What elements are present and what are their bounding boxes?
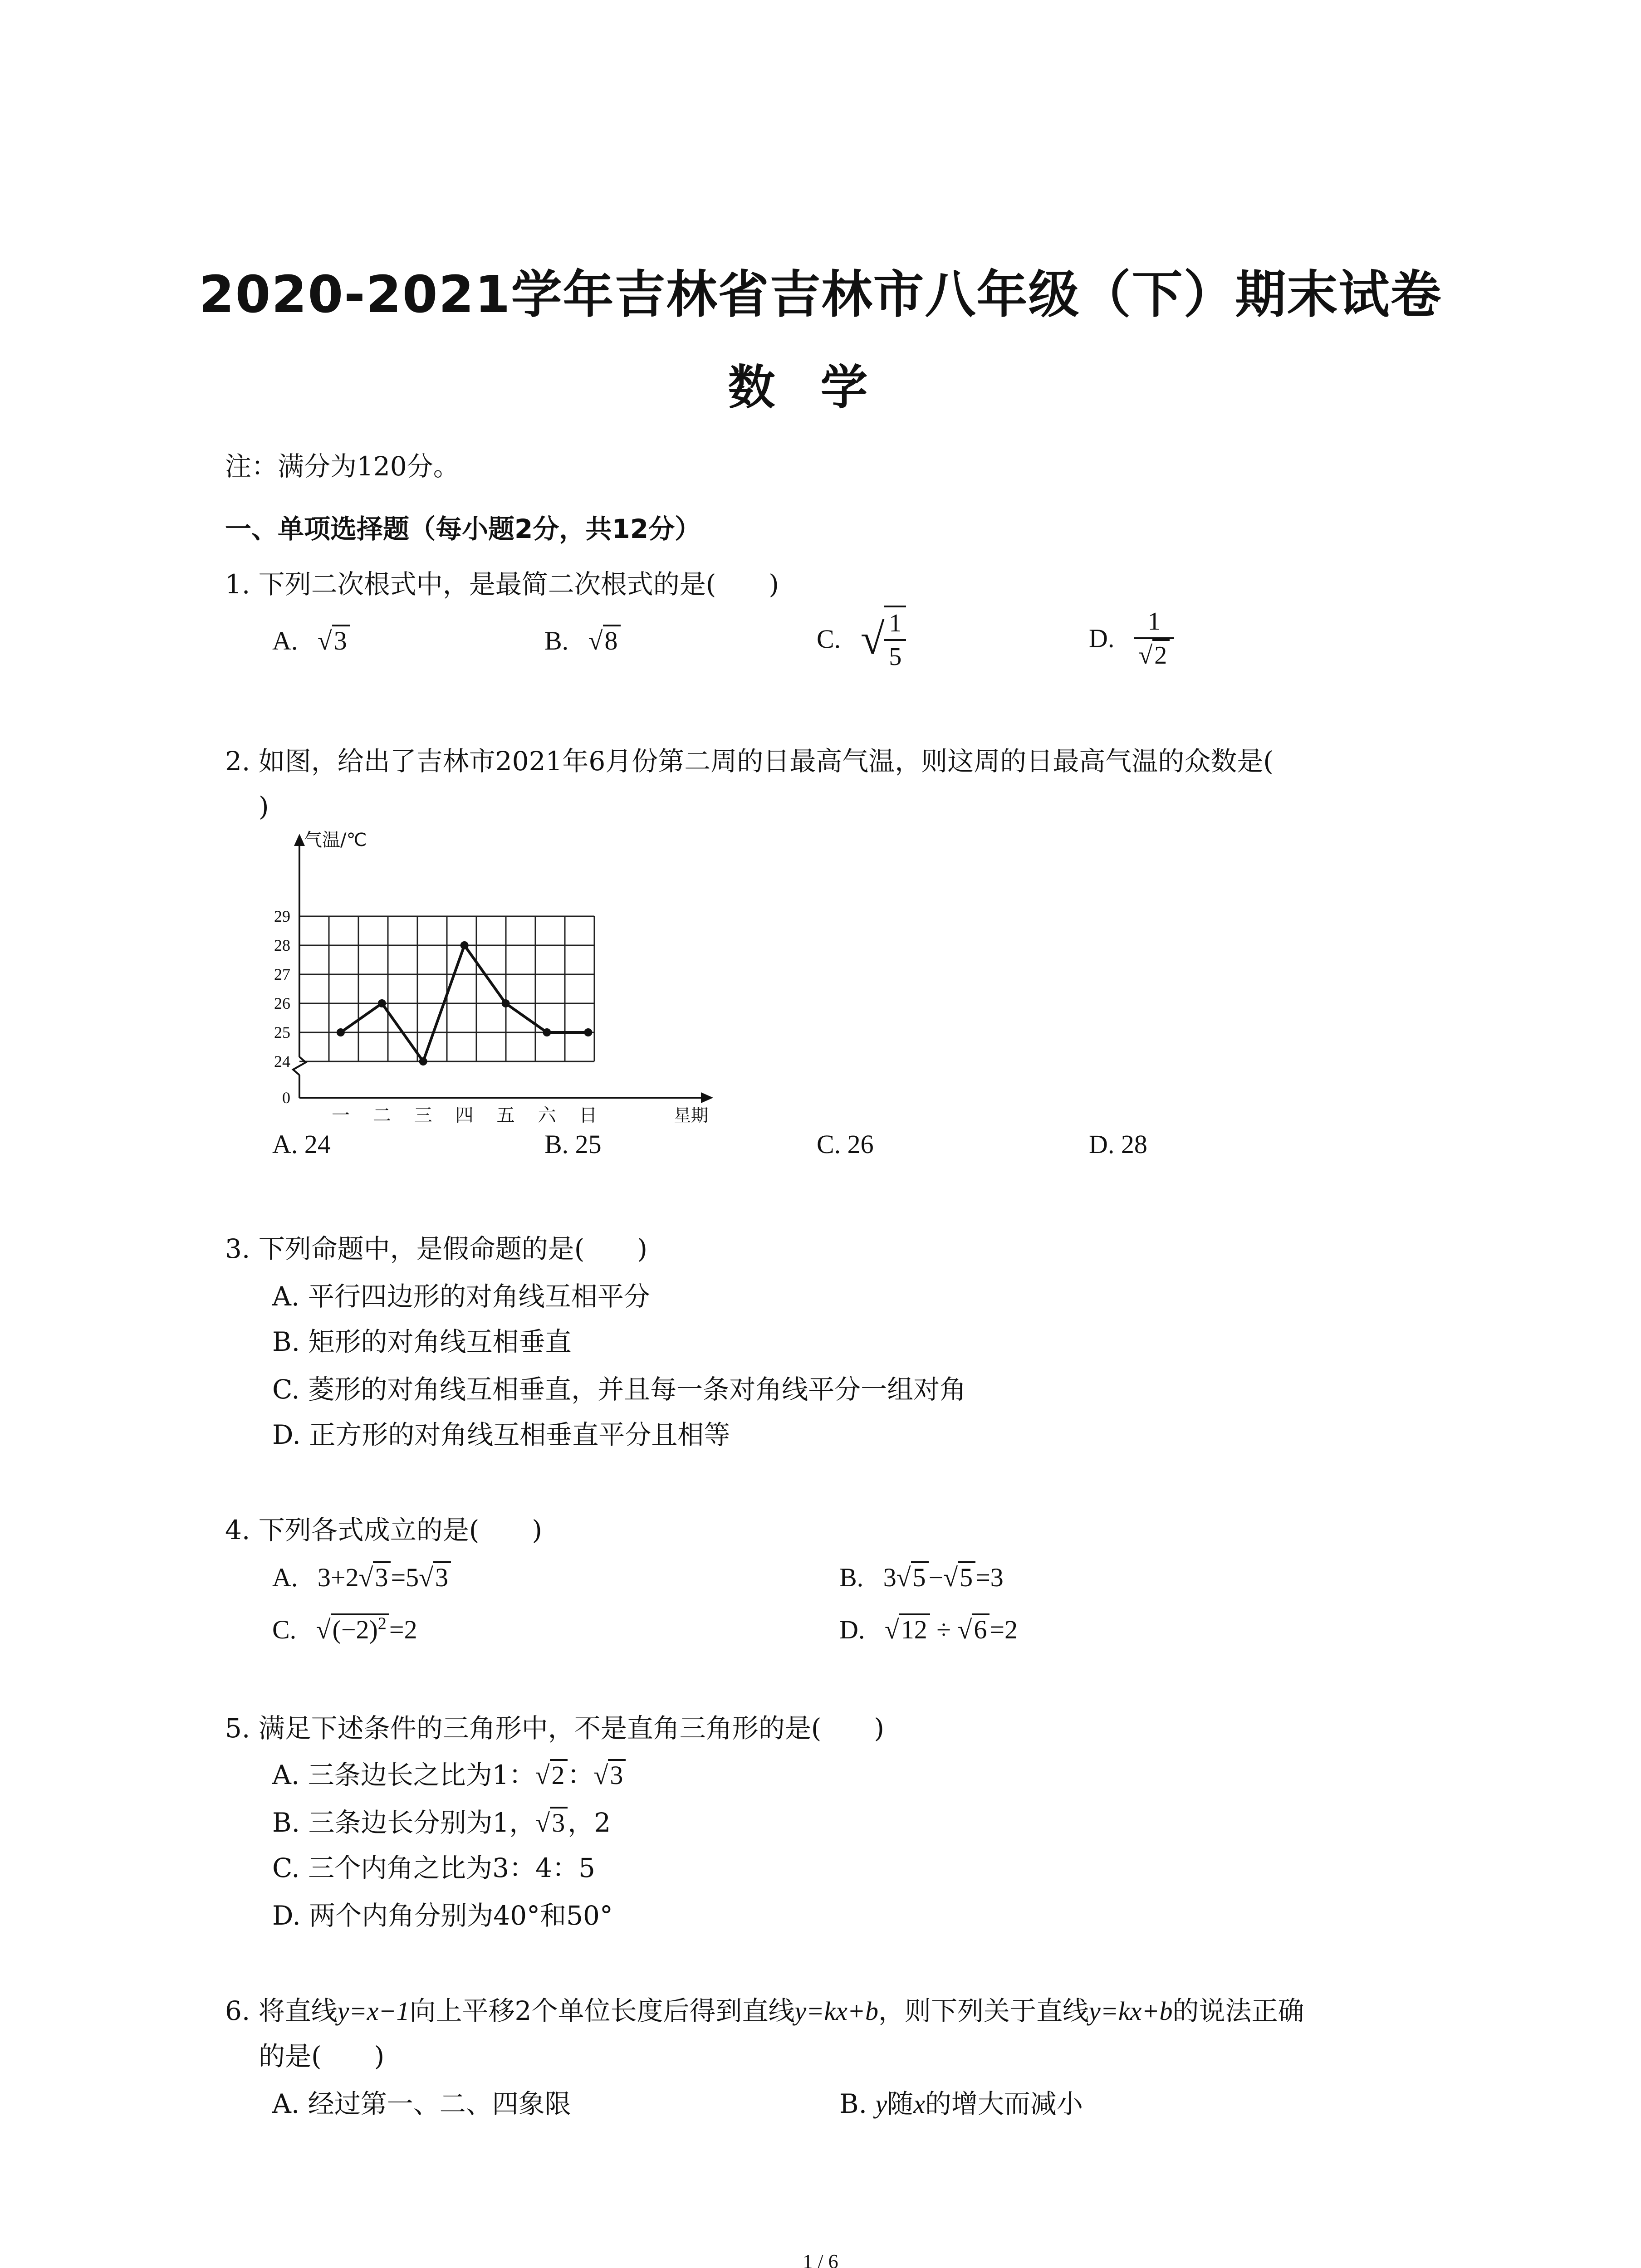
q2-option-c: C. 26	[817, 1129, 874, 1159]
radicand: 8	[603, 625, 621, 655]
y-tick-label: 28	[274, 936, 290, 954]
sqrt: √5	[943, 1560, 975, 1595]
radicand: 3	[608, 1759, 626, 1790]
y-tick-label: 27	[274, 965, 290, 983]
q1-option-d-label: D.	[1089, 623, 1115, 653]
q4-option-a-label: A.	[272, 1563, 298, 1592]
data-point	[502, 999, 510, 1007]
text: 6. 将直线	[225, 1995, 338, 2026]
q6-option-a: A. 经过第一、二、四象限	[272, 2088, 571, 2119]
x-tick-label: 三	[414, 1105, 432, 1126]
chart-grid	[299, 916, 594, 1061]
axis-break-mark	[293, 1057, 306, 1075]
q2-option-b: B. 25	[544, 1129, 602, 1159]
x-tick-label: 五	[496, 1105, 515, 1126]
temperature-line-chart	[254, 826, 753, 1134]
q3-option-a: A. 平行四边形的对角线互相平分	[272, 1281, 650, 1312]
radicand: 3	[550, 1807, 568, 1838]
y-origin-label: 0	[282, 1089, 290, 1107]
denominator: 5	[889, 643, 902, 671]
y-tick-label: 25	[274, 1023, 290, 1041]
y-tick-label: 29	[274, 907, 290, 925]
equation: y=kx+b	[794, 1996, 878, 2026]
term: =2	[389, 1615, 417, 1644]
text: ，2	[568, 1807, 611, 1838]
sqrt: √3	[359, 1560, 391, 1595]
term: =5	[391, 1563, 419, 1592]
term: 3	[883, 1563, 896, 1592]
y-tick-label: 24	[274, 1052, 290, 1070]
x-tick-label: 六	[538, 1105, 556, 1126]
q1-option-a	[272, 624, 350, 658]
q2-stem-line1: 2. 如图，给出了吉林市2021年6月份第二周的日最高气温，则这周的日最高气温的众数是(	[225, 746, 1274, 777]
q3-option-b: B. 矩形的对角线互相垂直	[272, 1326, 572, 1357]
text: B. 三条边长分别为1，	[272, 1807, 536, 1838]
term: =2	[989, 1615, 1018, 1644]
fraction	[884, 606, 906, 673]
sqrt: $√(-2)^2$	[316, 1613, 389, 1647]
sqrt-sign: √	[860, 615, 885, 663]
text: ：	[567, 1760, 594, 1790]
q6-option-b	[839, 2087, 1083, 2121]
fraction	[1134, 606, 1174, 671]
q4-option-a	[272, 1560, 451, 1595]
sqrt: √3	[419, 1560, 451, 1595]
data-point	[460, 941, 469, 949]
data-point	[337, 1028, 345, 1036]
q4-stem: 4. 下列各式成立的是( )	[225, 1515, 543, 1545]
q4-option-b	[839, 1560, 1004, 1595]
x-tick-label: 一	[331, 1105, 350, 1126]
term: =3	[975, 1563, 1004, 1592]
q2-stem-line2: )	[259, 791, 269, 822]
operator: −	[928, 1563, 944, 1592]
x-tick-label: 日	[579, 1105, 598, 1126]
sqrt: √3	[535, 1806, 568, 1840]
q2-option-d: D. 28	[1089, 1129, 1147, 1159]
chart-axes	[293, 834, 713, 1103]
data-point	[543, 1028, 551, 1036]
q1-option-b-label: B.	[544, 626, 569, 655]
q2-option-a: A. 24	[272, 1129, 331, 1159]
denominator: √2	[1139, 639, 1170, 671]
data-point	[378, 999, 386, 1007]
q1-option-c	[817, 606, 906, 673]
q3-option-c: C. 菱形的对角线互相垂直，并且每一条对角线平分一组对角	[272, 1374, 966, 1405]
radicand: 6	[972, 1613, 989, 1644]
q3-option-d: D. 正方形的对角线互相垂直平分且相等	[272, 1419, 730, 1450]
section-heading: 一、单项选择题（每小题2分，共12分）	[225, 513, 701, 544]
score-note: 注：满分为120分。	[225, 451, 460, 482]
subject-title: 数学	[728, 360, 913, 415]
equation: y=x−1	[337, 1996, 410, 2026]
radicand: 3	[373, 1561, 391, 1592]
q4-option-b-label: B.	[839, 1563, 864, 1592]
sqrt: √3	[594, 1758, 626, 1793]
q5-option-c: C. 三个内角之比为3：4：5	[272, 1853, 595, 1883]
radicand	[331, 1613, 389, 1644]
radicand: 2	[550, 1759, 568, 1790]
q3-stem: 3. 下列命题中，是假命题的是( )	[225, 1233, 648, 1264]
q1-option-b	[544, 624, 621, 658]
page-number: 1 / 6	[803, 2250, 838, 2268]
radicand: 5	[911, 1561, 929, 1592]
q6-stem-line2: 的是( )	[259, 2041, 385, 2072]
equation: y=kx+b	[1088, 1996, 1173, 2026]
x-axis-label: 星期	[674, 1105, 709, 1125]
exam-title: 2020-2021学年吉林省吉林市八年级（下）期末试卷	[199, 265, 1442, 324]
base: (−2)	[332, 1615, 378, 1644]
x-axis-arrow	[701, 1092, 713, 1103]
text: 向上平移2个单位长度后得到直线	[409, 1995, 795, 2026]
radicand: 3	[332, 625, 350, 655]
q1-option-c-label: C.	[817, 624, 841, 654]
numerator: 1	[884, 607, 906, 641]
sqrt: √2	[535, 1758, 568, 1793]
exponent: 2	[377, 1614, 387, 1633]
sqrt: √8	[588, 624, 621, 658]
x-tick-label: 四	[455, 1105, 474, 1126]
q4-option-c-label: C.	[272, 1615, 297, 1644]
x-tick-label: 二	[372, 1105, 391, 1126]
radicand: 5	[958, 1561, 975, 1592]
data-point	[419, 1057, 427, 1066]
numerator: 1	[1134, 606, 1174, 639]
variable: x	[913, 2089, 926, 2119]
q5-option-d: D. 两个内角分别为40°和50°	[272, 1900, 613, 1931]
text: 随	[887, 2088, 914, 2119]
sqrt: √6	[958, 1613, 990, 1647]
y-axis-label: 气温/℃	[304, 830, 367, 850]
y-tick-label: 26	[274, 994, 290, 1012]
q6-stem-line1	[225, 1994, 1304, 2028]
radicand: 2	[1152, 639, 1170, 670]
text: ，则下列关于直线	[878, 1995, 1089, 2026]
y-axis-arrow	[294, 834, 305, 846]
sqrt: √5	[896, 1560, 929, 1595]
q1-option-d	[1089, 606, 1174, 671]
text: B.	[839, 2088, 876, 2119]
chart-tick-labels	[274, 830, 708, 1126]
radicand: 12	[899, 1613, 930, 1644]
q1-option-a-label: A.	[272, 626, 298, 655]
text: 的说法正确	[1172, 1995, 1304, 2026]
data-point	[584, 1028, 592, 1036]
sqrt: √12	[885, 1613, 930, 1647]
q4-option-d	[839, 1613, 1018, 1647]
text: A. 三条边长之比为1：	[272, 1760, 535, 1790]
text: 的增大而减小	[925, 2088, 1083, 2119]
term: 3+2	[317, 1563, 359, 1592]
q5-stem: 5. 满足下述条件的三角形中，不是直角三角形的是( )	[225, 1713, 885, 1744]
q4-option-c	[272, 1613, 417, 1647]
variable: y	[875, 2089, 887, 2119]
q5-option-b	[272, 1805, 611, 1840]
q1-stem: 1. 下列二次根式中，是最简二次根式的是( )	[225, 569, 779, 600]
operator: ÷	[936, 1615, 951, 1644]
sqrt: √3	[318, 624, 350, 658]
q4-option-d-label: D.	[839, 1615, 865, 1644]
q5-option-a	[272, 1758, 626, 1793]
radicand: 3	[433, 1561, 451, 1592]
